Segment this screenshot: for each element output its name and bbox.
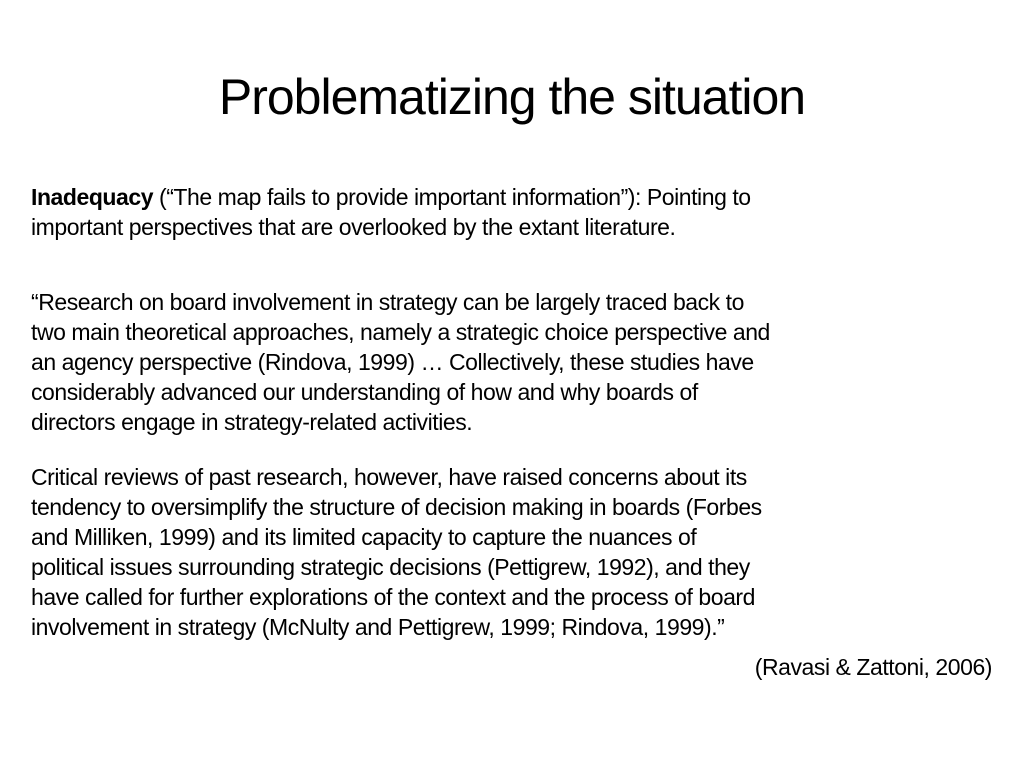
paragraph-line: tendency to oversimplify the structure of decision making in boards (Forbes [31,494,762,520]
quote-paragraph-1 [31,287,1001,437]
paragraph-line [31,182,1001,212]
inadequacy-paragraph [31,182,1001,242]
paragraph-line: important perspectives that are overlooked by the extant literature. [31,214,676,240]
paragraph-line: two main theoretical approaches, namely a strategic choice perspective and [31,319,770,345]
paragraph-line: political issues surrounding strategic decisions (Pettigrew, 1992), and they [31,554,750,580]
paragraph-line: “Research on board involvement in strategy can be largely traced back to [31,289,744,315]
paragraph-line: and Milliken, 1999) and its limited capacity to capture the nuances of [31,524,697,550]
paragraph-line: an agency perspective (Rindova, 1999) … Collectively, these studies have [31,349,754,375]
inadequacy-definition: (“The map fails to provide important information”): Pointing to [153,184,751,210]
quote-paragraph-2 [31,462,1001,642]
citation: (Ravasi & Zattoni, 2006) [754,654,992,680]
slide-title: Problematizing the situation [218,69,806,125]
paragraph-line: Critical reviews of past research, however, have raised concerns about its [31,464,747,490]
paragraph-line: involvement in strategy (McNulty and Pettigrew, 1999; Rindova, 1999).” [31,614,725,640]
inadequacy-term: Inadequacy [31,184,154,210]
paragraph-line: directors engage in strategy-related activities. [31,409,473,435]
paragraph-line: considerably advanced our understanding of how and why boards of [31,379,698,405]
paragraph-line: have called for further explorations of the context and the process of board [31,584,755,610]
